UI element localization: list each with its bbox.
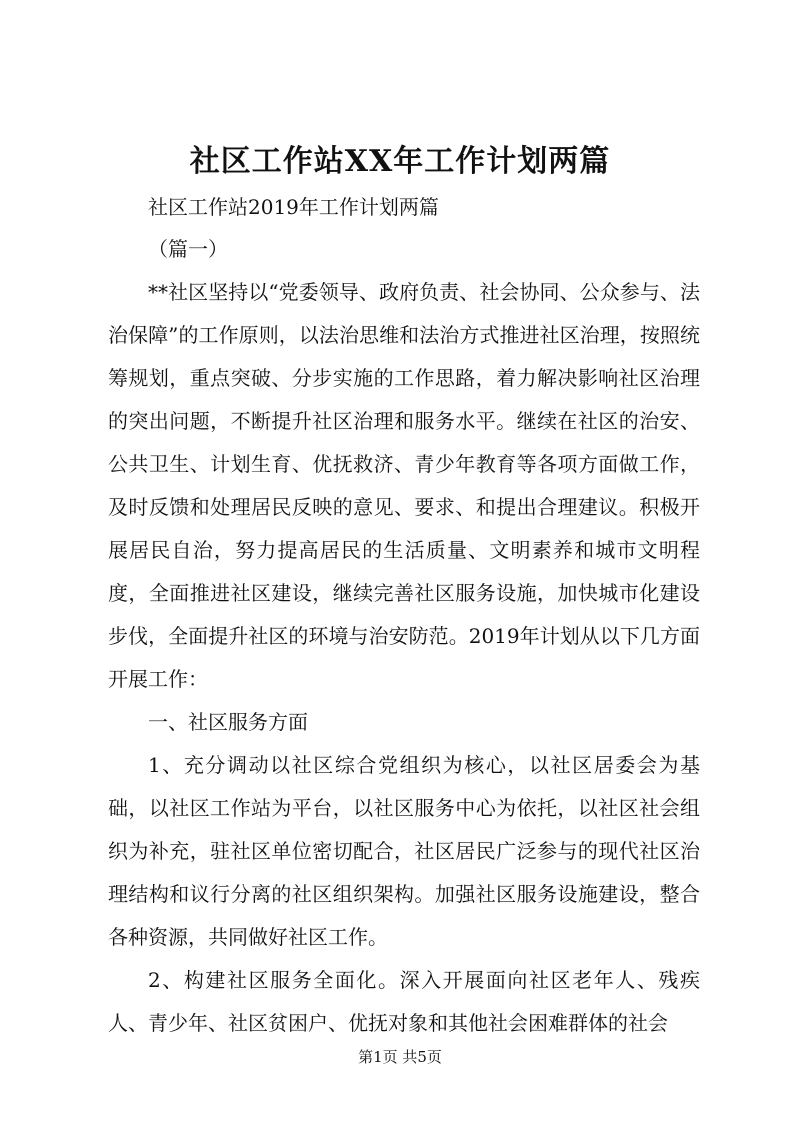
subtitle-paragraph: 社区工作站2019年工作计划两篇 (148, 195, 439, 219)
document-title: 社区工作站XX年工作计划两篇 (189, 144, 611, 179)
page-footer: 第1页 共5页 (358, 1048, 442, 1066)
intro-paragraph: **社区坚持以“党委领导、政府负责、社会协同、公众参与、法治保障”的工作原则，以法治思维和法治方式推进社区治理，按照统筹规划，重点突破、分步实施的工作思路，着力解决影响社区治理的突出问题，不断提升社区治理和服务水平。继续在社区的治安、公共卫生、计划生育、优抚救济、青少年教育等各项方面做工作，及时反馈和处理居民反映的意见、要求、和提出合理建议。积极开展居民自治，努力提高居民的生活质量、文明素养和城市文明程度，全面推进社区建设，继续完善社区服务设施，加快城市化建设步伐，全面提升社区的环境与治安防范。2019年计划从以下几方面开展工作： (108, 280, 700, 691)
item-2-paragraph: 2、构建社区服务全面化。深入开展面向社区老年人、残疾人、青少年、社区贫困户、优抚对象和其他社会困难群体的社会 (108, 968, 700, 1035)
item-1-paragraph: 1、充分调动以社区综合党组织为核心，以社区居委会为基础，以社区工作站为平台，以社区服务中心为依托，以社区社会组织为补充，驻社区单位密切配合，社区居民广泛参与的现代社区治理结构和议行分离的社区组织架构。加强社区服务设施建设，整合各种资源，共同做好社区工作。 (108, 753, 700, 949)
section-heading: 一、社区服务方面 (148, 710, 308, 734)
section-label-paragraph: （篇一） (148, 237, 228, 261)
document-body (108, 186, 700, 1045)
